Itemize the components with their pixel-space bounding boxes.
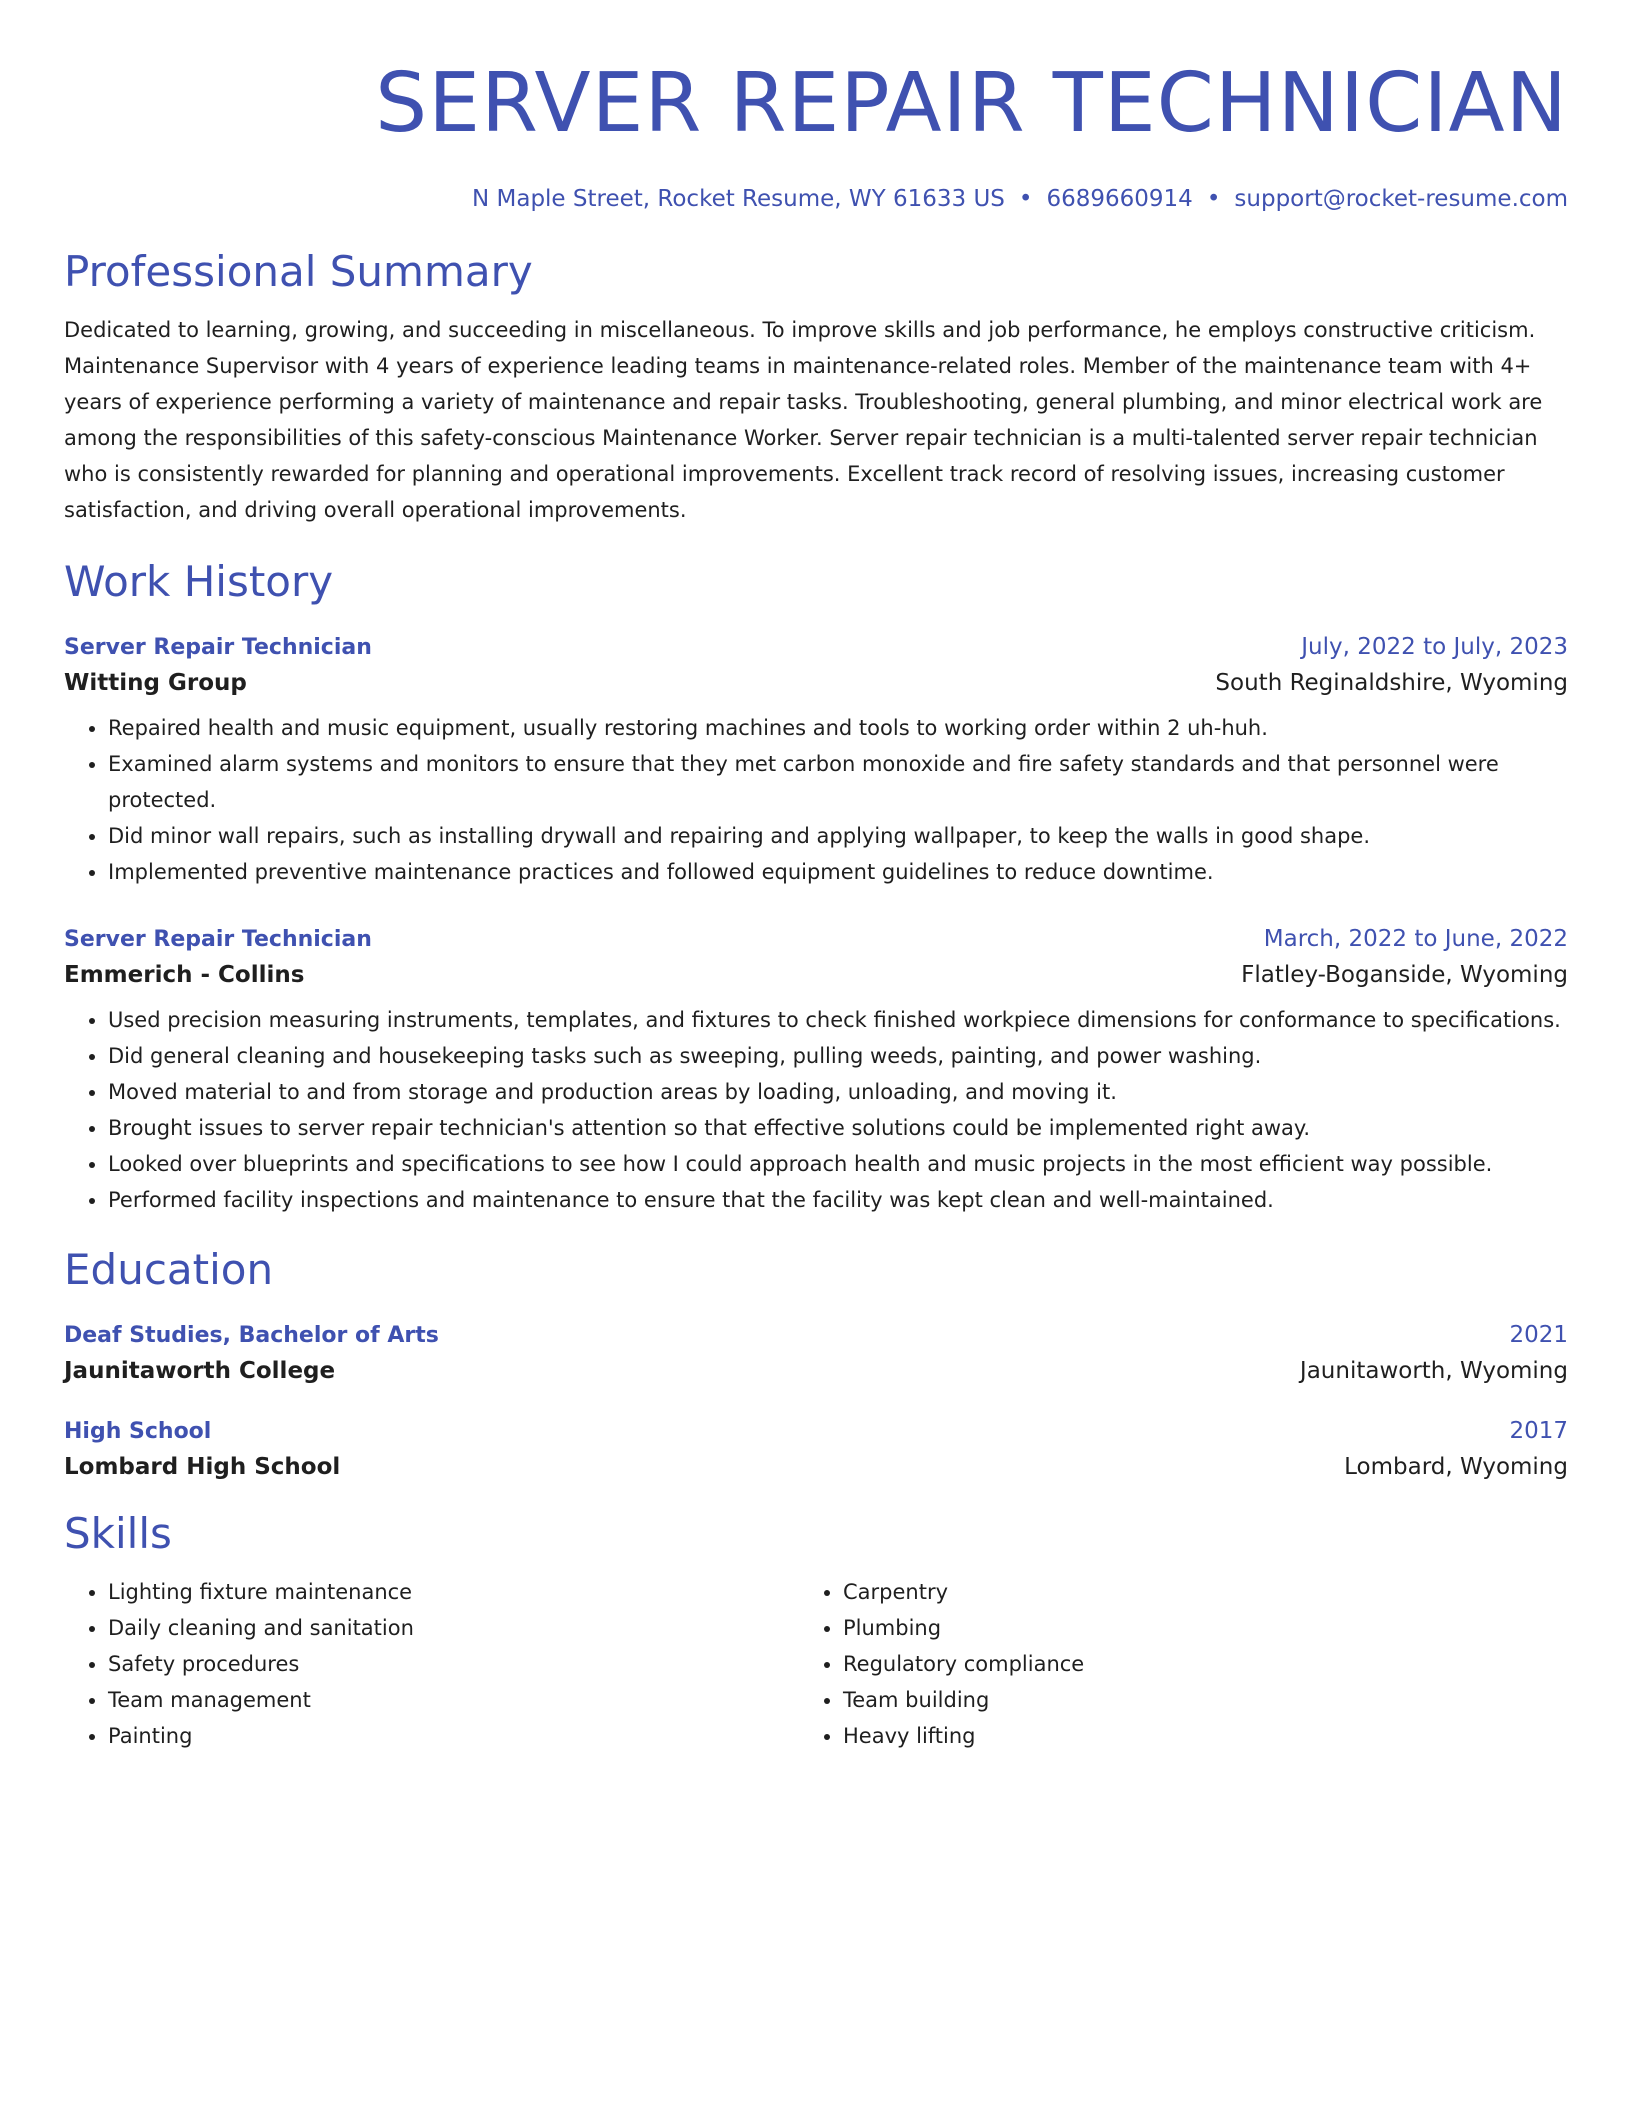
- education-location: Lombard, Wyoming: [1344, 1454, 1568, 1480]
- job-bullets: [64, 710, 1568, 890]
- contact-email[interactable]: support@rocket-resume.com: [1234, 186, 1568, 212]
- job-entry: [64, 634, 1568, 890]
- work-history-heading: Work History: [64, 557, 334, 606]
- skills-column-left: [64, 1574, 799, 1754]
- education-entry: [64, 1322, 1568, 1384]
- skill-item: • Heavy lifting: [843, 1718, 1534, 1754]
- job-title: Server Repair Technician: [64, 927, 372, 952]
- education-degree-row: [64, 1418, 1568, 1444]
- candidate-name: SERVER REPAIR TECHNICIAN: [375, 56, 1568, 151]
- education-degree: High School: [64, 1419, 212, 1444]
- education-school: Jaunitaworth College: [64, 1358, 336, 1384]
- contact-address: N Maple Street, Rocket Resume, WY 61633 US: [471, 186, 1005, 212]
- skill-item: • Team building: [843, 1682, 1534, 1718]
- job-title: Server Repair Technician: [64, 635, 372, 660]
- skill-item: • Regulatory compliance: [843, 1646, 1534, 1682]
- skill-item: • Lighting fixture maintenance: [108, 1574, 799, 1610]
- skill-item: • Plumbing: [843, 1610, 1534, 1646]
- skills-list: [64, 1574, 1568, 1754]
- job-location: Flatley-Boganside, Wyoming: [1241, 962, 1568, 988]
- skills-column-right: [799, 1574, 1534, 1754]
- job-bullet: • Used precision measuring instruments, templates, and fixtures to check finished workpiece dimensions for conformance to specifications.: [108, 1002, 1568, 1038]
- job-location: South Reginaldshire, Wyoming: [1215, 670, 1568, 696]
- job-bullets: [64, 1002, 1568, 1218]
- contact-separator: •: [1018, 186, 1033, 212]
- job-title-row: [64, 634, 1568, 660]
- skill-item: • Safety procedures: [108, 1646, 799, 1682]
- skill-item: • Team management: [108, 1682, 799, 1718]
- contact-phone: 6689660914: [1046, 186, 1193, 212]
- education-year: 2017: [1509, 1418, 1568, 1444]
- summary-text: Dedicated to learning, growing, and succeeding in miscellaneous. To improve skills and job performance, he employs constructive criticism. Maintenance Supervisor with 4 years of experience leading teams in maintenance-related roles. Member of the maintenance team with 4+ years of experience performing a variety of maintenance and repair tasks. Troubleshooting, general plumbing, and minor electrical work are among the responsibilities of this safety-conscious Maintenance Worker. Server repair technician is a multi-talented server repair technician who is consistently rewarded for planning and operational improvements. Excellent track record of resolving issues, increasing customer satisfaction, and driving overall operational improvements.: [64, 318, 1543, 522]
- job-bullet: • Moved material to and from storage and production areas by loading, unloading, and moving it.: [108, 1074, 1568, 1110]
- job-dates: July, 2022 to July, 2023: [1301, 634, 1568, 660]
- education-school-row: [64, 1358, 1568, 1384]
- education-entry: [64, 1418, 1568, 1480]
- job-company-row: [64, 670, 1568, 696]
- job-company: Emmerich - Collins: [64, 962, 305, 988]
- job-company-row: [64, 962, 1568, 988]
- education-degree: Deaf Studies, Bachelor of Arts: [64, 1323, 439, 1348]
- job-bullet: • Performed facility inspections and maintenance to ensure that the facility was kept clean and well-maintained.: [108, 1182, 1568, 1218]
- skill-item: • Carpentry: [843, 1574, 1534, 1610]
- job-bullet: • Examined alarm systems and monitors to ensure that they met carbon monoxide and fire safety standards and that personnel were protected.: [108, 746, 1568, 818]
- skill-item: • Daily cleaning and sanitation: [108, 1610, 799, 1646]
- education-degree-row: [64, 1322, 1568, 1348]
- education-school: Lombard High School: [64, 1454, 341, 1480]
- job-bullet: • Did minor wall repairs, such as installing drywall and repairing and applying wallpaper, to keep the walls in good shape.: [108, 818, 1568, 854]
- education-year: 2021: [1509, 1322, 1568, 1348]
- job-bullet: • Brought issues to server repair technician's attention so that effective solutions could be implemented right away.: [108, 1110, 1568, 1146]
- resume-header: [64, 56, 1568, 212]
- job-company: Witting Group: [64, 670, 247, 696]
- skill-item: • Painting: [108, 1718, 799, 1754]
- job-bullet: • Implemented preventive maintenance practices and followed equipment guidelines to reduce downtime.: [108, 854, 1568, 890]
- contact-line: [64, 186, 1568, 212]
- summary-heading: Professional Summary: [64, 247, 533, 296]
- job-bullet: • Repaired health and music equipment, usually restoring machines and tools to working order within 2 uh-huh.: [108, 710, 1568, 746]
- job-entry: [64, 926, 1568, 1218]
- job-bullet: • Looked over blueprints and specifications to see how I could approach health and music projects in the most efficient way possible.: [108, 1146, 1568, 1182]
- job-dates: March, 2022 to June, 2022: [1263, 926, 1568, 952]
- education-heading: Education: [64, 1245, 274, 1294]
- skills-heading: Skills: [64, 1509, 172, 1558]
- job-bullet: • Did general cleaning and housekeeping tasks such as sweeping, pulling weeds, painting, and power washing.: [108, 1038, 1568, 1074]
- education-school-row: [64, 1454, 1568, 1480]
- education-location: Jaunitaworth, Wyoming: [1299, 1358, 1568, 1384]
- contact-separator: •: [1206, 186, 1221, 212]
- job-title-row: [64, 926, 1568, 952]
